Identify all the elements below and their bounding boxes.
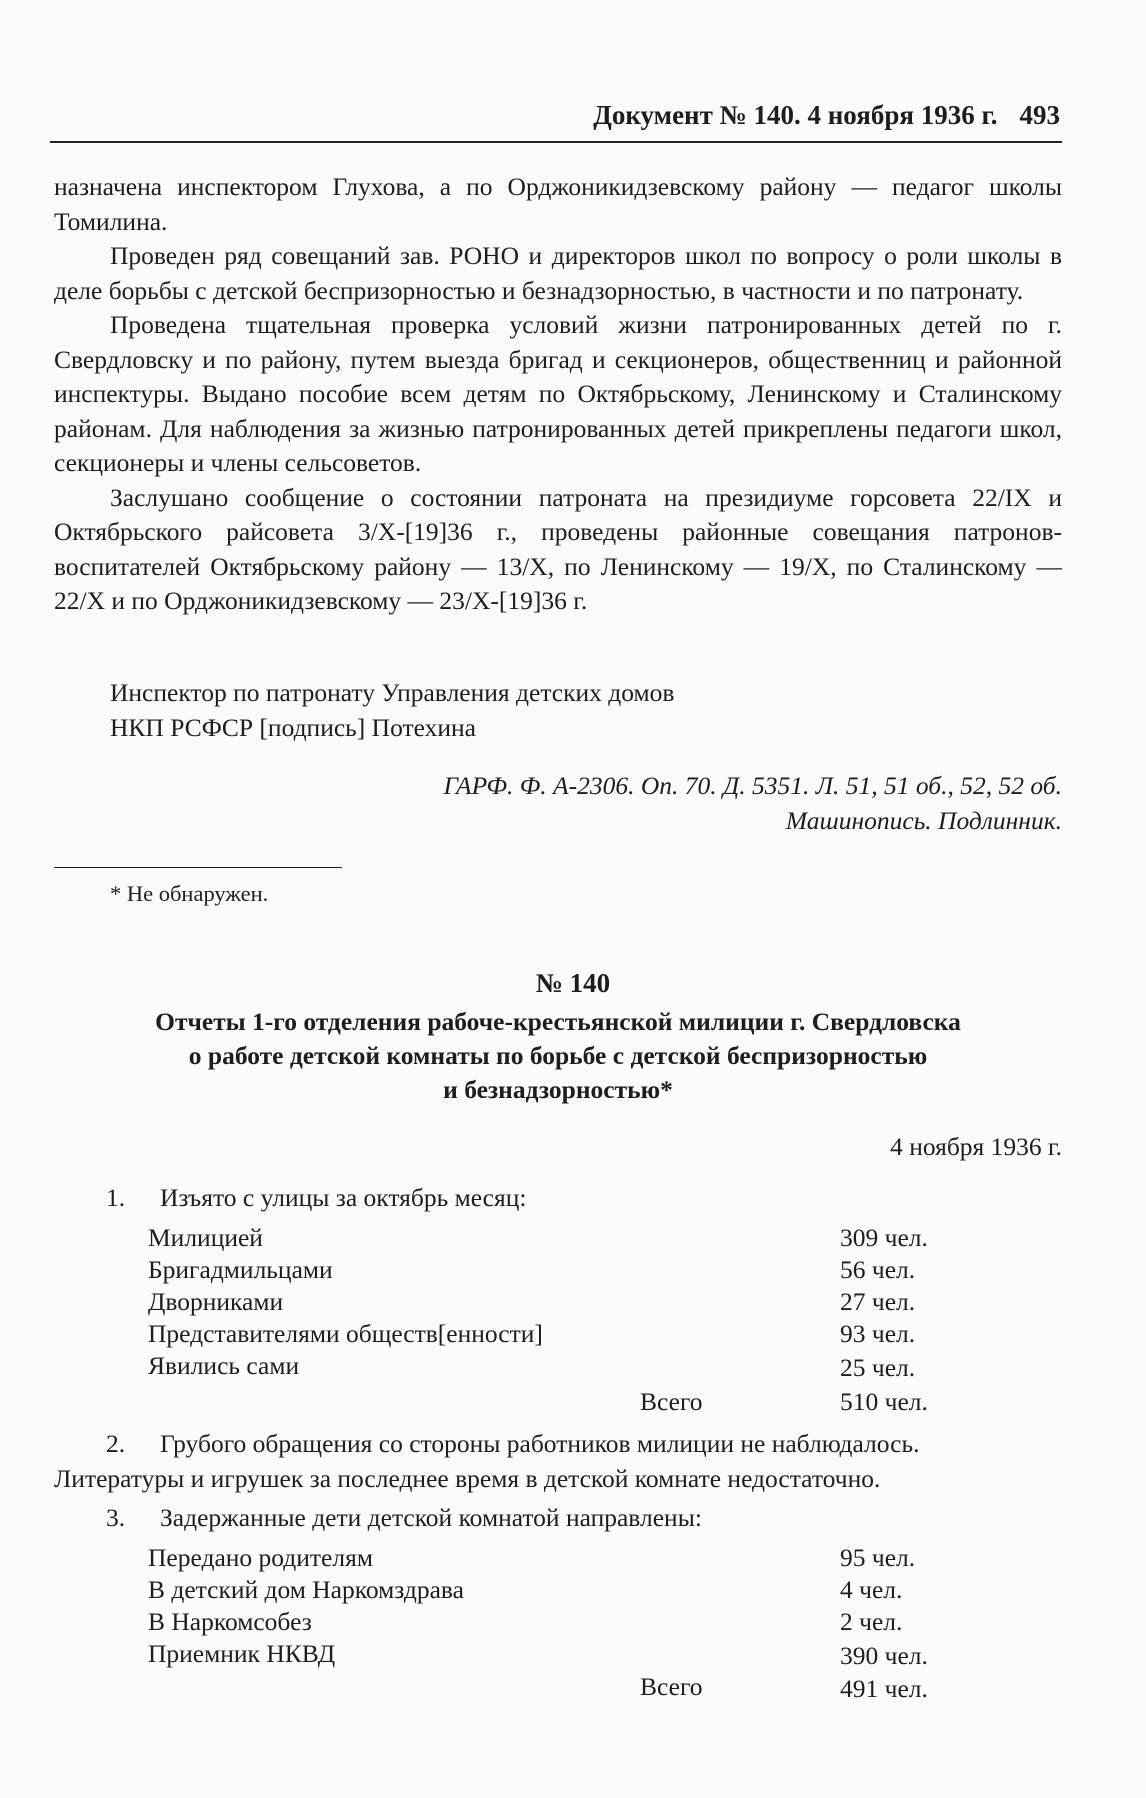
signature-line-2: НКП РСФСР [подпись] Потехина (110, 712, 476, 742)
document-date: 4 ноября 1936 г. (890, 1132, 1062, 1161)
section-1-row-value: 56 чел. (840, 1255, 916, 1284)
section-1-row-label: Явились сами (148, 1351, 300, 1380)
section-1-total-label: Всего (640, 1387, 703, 1416)
section-3-heading (54, 1501, 1062, 1536)
section-1-total-value: 510 чел. (840, 1387, 928, 1416)
section-1-number: 1. (106, 1183, 126, 1212)
document-title (54, 1005, 1062, 1107)
continuation-text (54, 170, 1062, 619)
section-3-row-value: 2 чел. (840, 1607, 903, 1636)
archive-source (443, 769, 1062, 838)
section-1-row-value: 27 чел. (840, 1287, 916, 1316)
section-1-row-label: Дворниками (148, 1287, 284, 1316)
section-1-row-value: 309 чел. (840, 1223, 928, 1252)
section-2-line-1 (54, 1427, 1062, 1462)
footnote-rule (54, 867, 342, 868)
section-1-row-label: Бригадмильцами (148, 1255, 333, 1284)
section-3-row-label: Приемник НКВД (148, 1639, 336, 1668)
section-1-row-value: 25 чел. (840, 1353, 916, 1382)
paragraph-3: Проведена тщательная проверка условий жизни патронированных детей по г. Свердловску и по району, путем выезда бригад и секционеров, общественниц и районной инспектуры. Выдано пособие всем детям по Октябрьскому, Ленинскому и Сталинскому районам. Для наблюдения за жизнью патронированных детей прикреплены педагоги школ, секционеры и члены сельсоветов. (54, 310, 1062, 477)
document-number: № 140 (535, 968, 611, 998)
section-2-text-1: Грубого обращения со стороны работников милиции не наблюдалось. (160, 1429, 920, 1458)
section-3-row-label: Передано родителям (148, 1543, 373, 1572)
section-3-number: 3. (106, 1503, 126, 1532)
footnote: * Не обнаружен. (110, 881, 269, 906)
paragraph-1: назначена инспектором Глухова, а по Орджоникидзевскому району — педагог школы Томилина. (54, 172, 1062, 236)
paragraph-2: Проведен ряд совещаний зав. РОНО и директоров школ по вопросу о роли школы в деле борьбы с детской беспризорностью и безнадзорностью, в частности и по патронату. (54, 241, 1062, 305)
archive-note: Машинопись. Подлинник. (785, 805, 1062, 835)
section-3-row-label: В детский дом Наркомздрава (148, 1575, 464, 1604)
section-1-title: Изъято с улицы за октябрь месяц: (160, 1183, 527, 1212)
section-3-row-value: 390 чел. (840, 1641, 928, 1670)
section-3-title: Задержанные дети детской комнатой направлены: (160, 1503, 702, 1532)
section-3-row-label: В Наркомсобез (148, 1607, 312, 1636)
signature-line-1: Инспектор по патронату Управления детских домов (110, 678, 675, 707)
section-2-number: 2. (106, 1429, 126, 1458)
page-number: 493 (1019, 100, 1060, 130)
title-line-3: и безнадзорностью* (443, 1075, 673, 1104)
section-2-line-2: Литературы и игрушек за последнее время в детской комнате недостаточно. (54, 1464, 881, 1493)
signature-block (110, 676, 674, 745)
section-1-heading (54, 1181, 1062, 1216)
section-1-row-value: 93 чел. (840, 1319, 916, 1348)
section-3-total-label: Всего (640, 1672, 703, 1701)
running-title: Документ № 140. 4 ноября 1936 г. (593, 100, 998, 130)
archive-reference: ГАРФ. Ф. А-2306. Оп. 70. Д. 5351. Л. 51, 51 об., 52, 52 об. (443, 771, 1062, 800)
title-line-2: о работе детской комнаты по борьбе с детской беспризорностью (188, 1041, 928, 1070)
title-line-1: Отчеты 1-го отделения рабоче-крестьянской милиции г. Свердловска (155, 1007, 961, 1036)
header-rule (50, 141, 1062, 143)
section-3-row-value: 4 чел. (840, 1575, 903, 1604)
section-3-row-value: 95 чел. (840, 1543, 916, 1572)
running-header (50, 100, 1060, 131)
paragraph-4: Заслушано сообщение о состоянии патроната на президиуме горсовета 22/IX и Октябрьского райсовета 3/X-[19]36 г., проведены районные совещания патронов-воспитателей Октябрьскому району — 13/X, по Ленинскому — 19/X, по Сталинскому — 22/X и по Орджоникидзевскому — 23/X-[19]36 г. (54, 482, 1062, 615)
section-3-total-value: 491 чел. (840, 1674, 928, 1703)
section-1-row-label: Представителями обществ[енности] (148, 1319, 543, 1348)
section-1-row-label: Милицией (148, 1223, 263, 1252)
